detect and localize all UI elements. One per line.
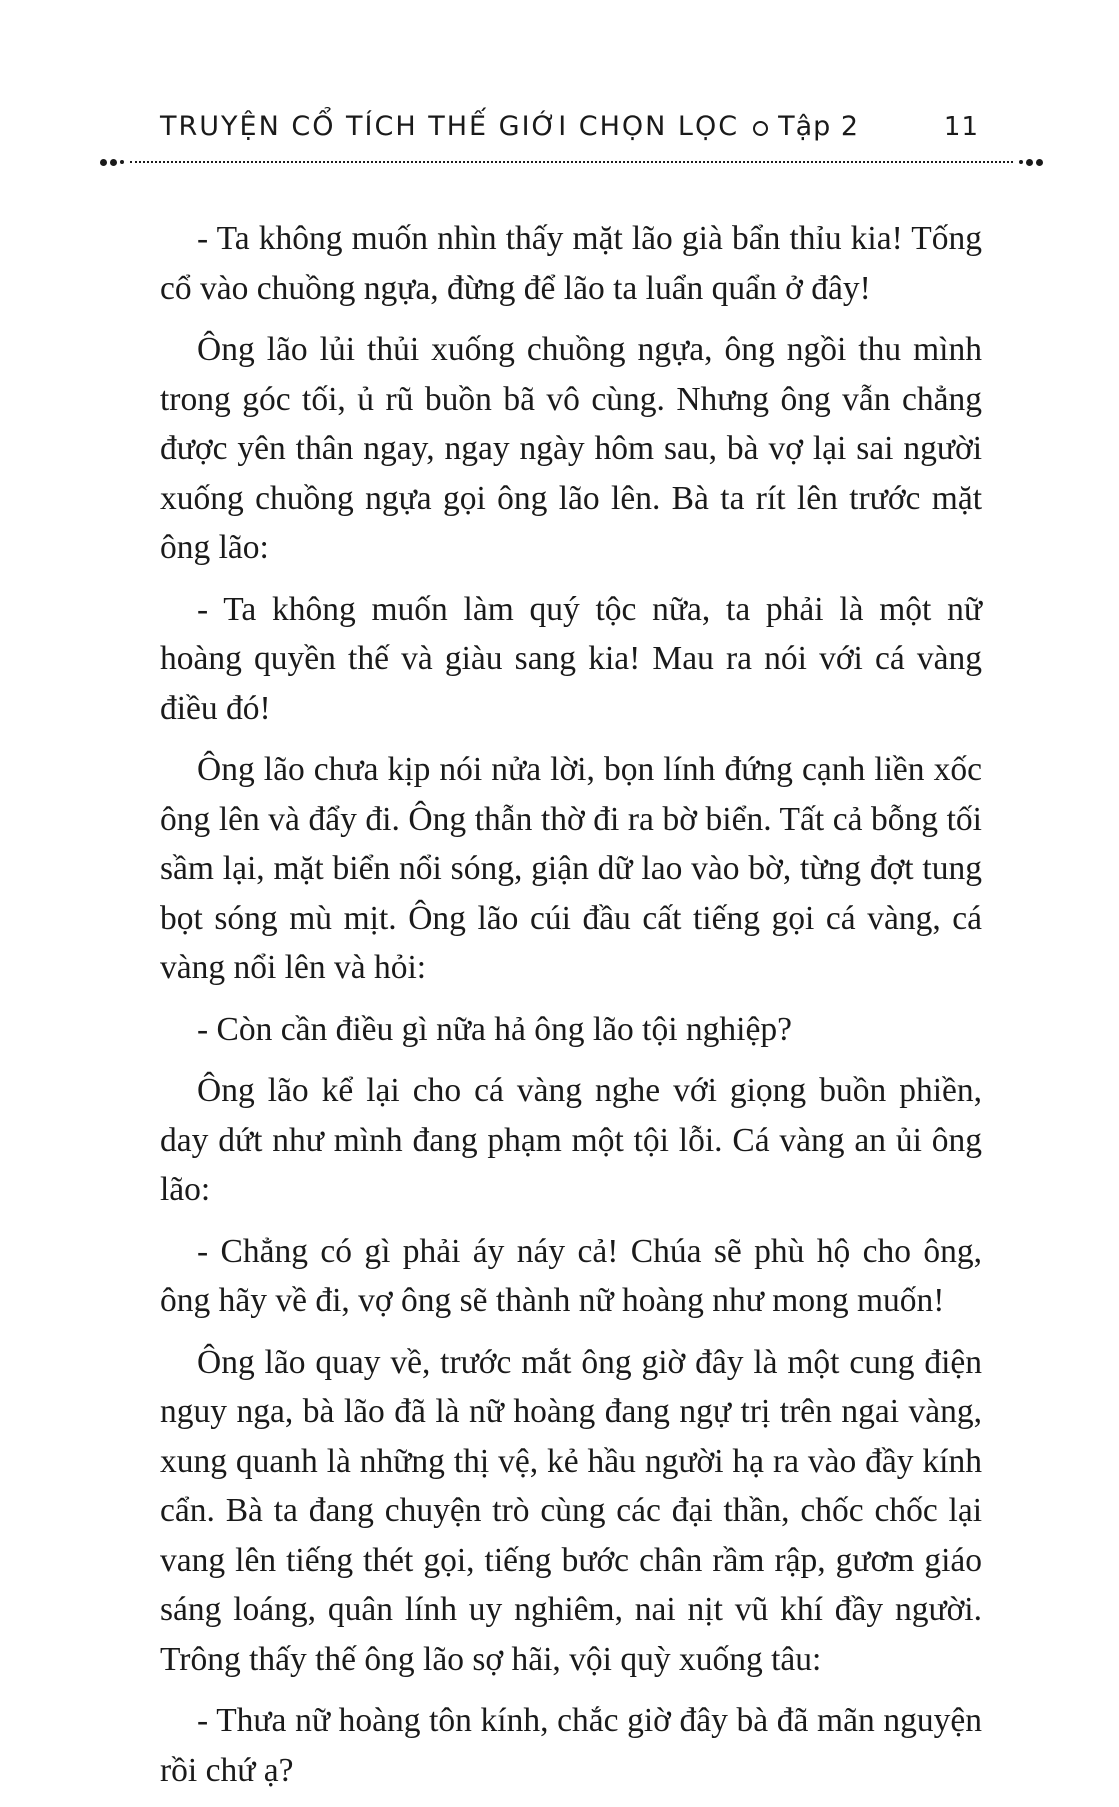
header-divider [100,158,1043,166]
ornament-dot [100,159,107,166]
paragraph: - Ta không muốn làm quý tộc nữa, ta phải là một nữ hoàng quyền thế và giàu sang kia! Mau ra nói với cá vàng điều đó! [160,590,982,727]
paragraph: - Ta không muốn nhìn thấy mặt lão già bẩn thỉu kia! Tống cổ vào chuồng ngựa, đừng để lão ta luẩn quẩn ở đây! [160,220,982,307]
divider-right-ornament [1019,159,1043,166]
paragraph: - Còn cần điều gì nữa hả ông lão tội nghiệp? [197,1010,792,1048]
ornament-dot [110,159,117,166]
ornament-dot [120,160,124,164]
ornament-dot [1026,159,1033,166]
paragraph: Ông lão kể lại cho cá vàng nghe với giọng buồn phiền, day dứt như mình đang phạm một tội lỗi. Cá vàng an ủi ông lão: [160,1072,982,1208]
book-title: TRUYỆN CỔ TÍCH THẾ GIỚI CHỌN LỌC [160,111,740,142]
circle-separator-icon [753,121,768,136]
divider-left-ornament [100,159,124,166]
paragraph: Ông lão quay về, trước mắt ông giờ đây là một cung điện nguy nga, bà lão đã là nữ hoàng đang ngự trị trên ngai vàng, xung quanh là những thị vệ, kẻ hầu người hạ ra vào đầy kính cẩn. Bà ta đang chuyện trò cùng các đại thần, chốc chốc lại vang lên tiếng thét gọi, tiếng bước chân rầm rập, gươm giáo sáng loáng, quân lính uy nghiêm, nai nịt vũ khí đầy người. Trông thấy thế ông lão sợ hãi, vội quỳ xuống tâu: [160,1343,982,1678]
header-title-group [160,111,859,142]
paragraph: Ông lão lủi thủi xuống chuồng ngựa, ông ngồi thu mình trong góc tối, ủ rũ buồn bã vô cùng. Nhưng ông vẫn chẳng được yên thân ngay, ngay ngày hôm sau, bà vợ lại sai người xuống chuồng ngựa gọi ông lão lên. Bà ta rít lên trước mặt ông lão: [160,331,982,566]
body-text [160,214,982,1807]
paragraph: - Chẳng có gì phải áy náy cả! Chúa sẽ phù hộ cho ông, ông hãy về đi, vợ ông sẽ thành nữ hoàng như mong muốn! [160,1232,982,1319]
paragraph: - Thưa nữ hoàng tôn kính, chắc giờ đây bà đã mãn nguyện rồi chứ ạ? [160,1702,982,1789]
ornament-dot [1019,160,1023,164]
dotted-line [130,161,1013,163]
page-number: 11 [943,112,979,142]
volume-label: Tập 2 [778,111,860,142]
running-header [160,102,979,142]
paragraph: Ông lão chưa kịp nói nửa lời, bọn lính đứng cạnh liền xốc ông lên và đẩy đi. Ông thẫn thờ đi ra bờ biển. Tất cả bỗng tối sầm lại, mặt biển nổi sóng, giận dữ lao vào bờ, từng đợt tung bọt sóng mù mịt. Ông lão cúi đầu cất tiếng gọi cá vàng, cá vàng nổi lên và hỏi: [160,751,982,986]
ornament-dot [1036,159,1043,166]
